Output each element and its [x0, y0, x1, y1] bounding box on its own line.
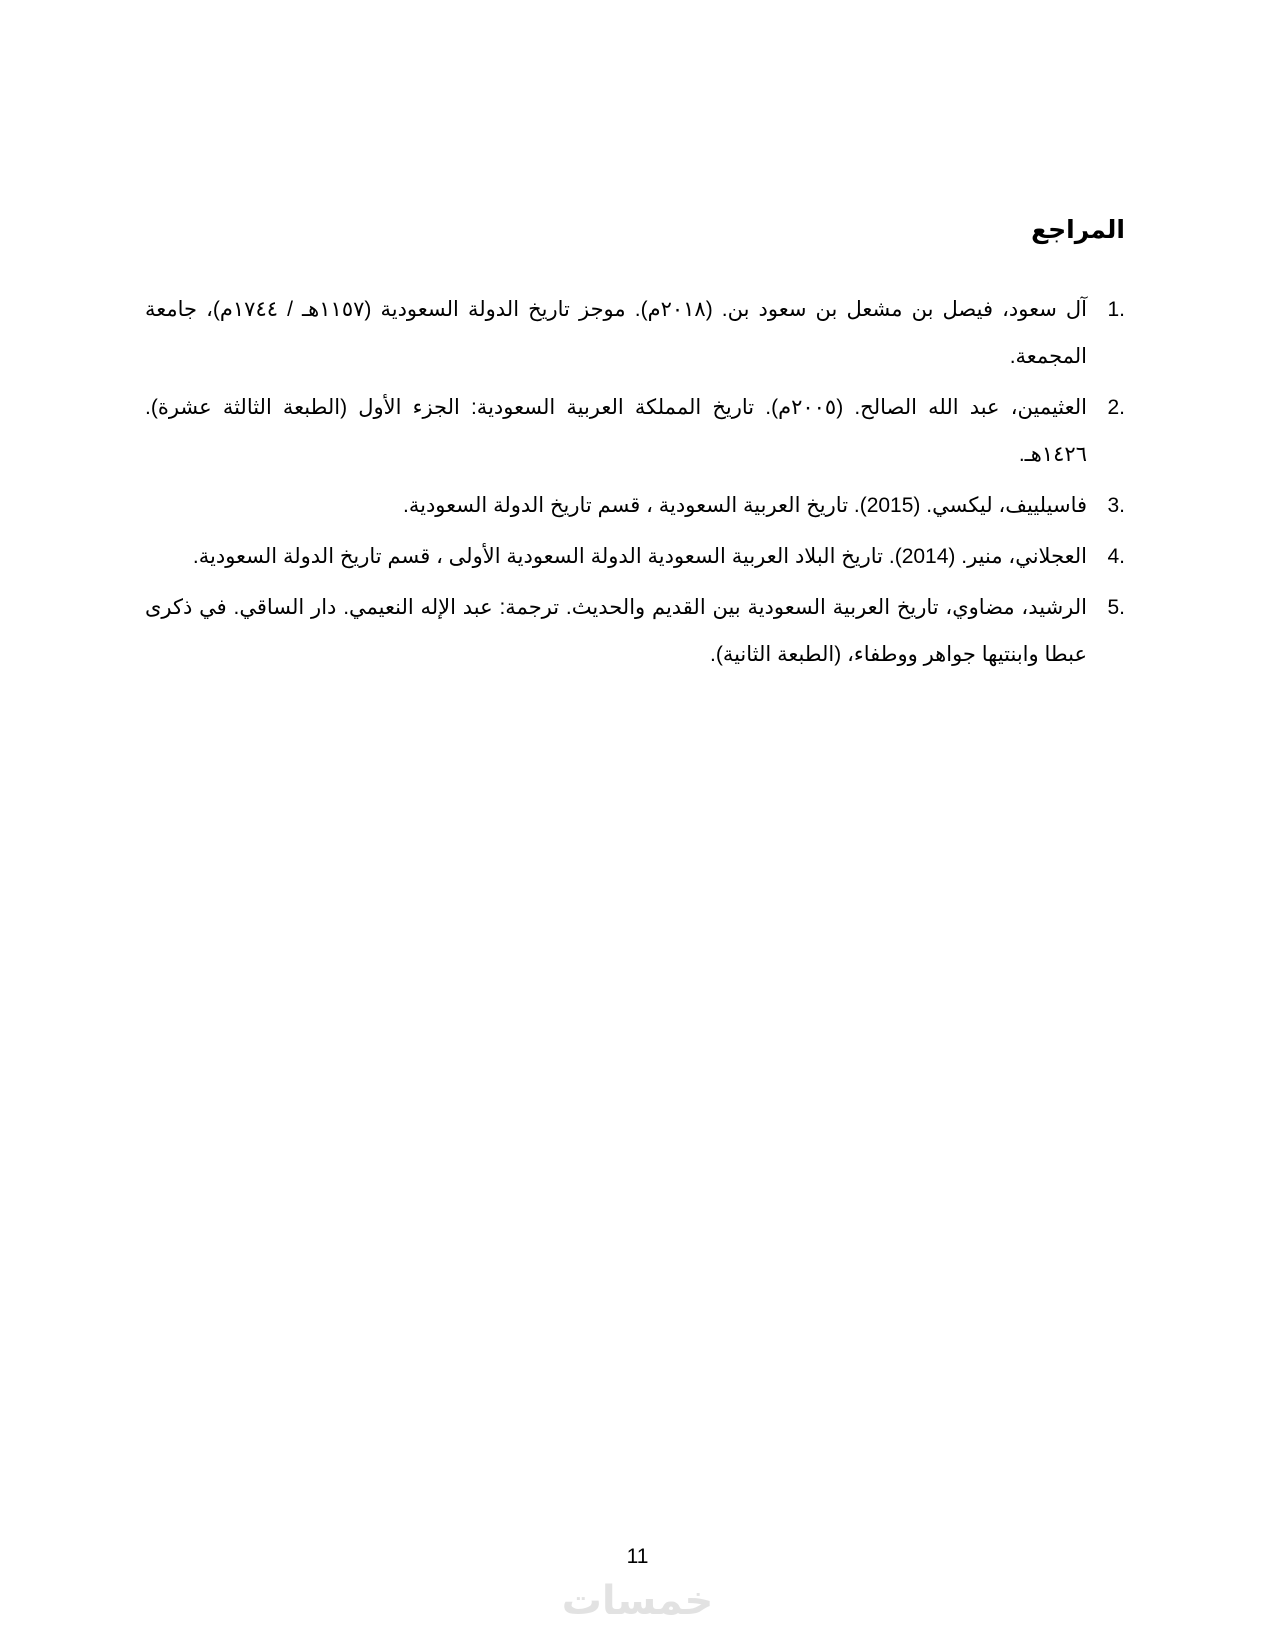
- reference-number: 2.: [1107, 396, 1125, 419]
- reference-number: 4.: [1107, 545, 1125, 568]
- reference-item: [145, 533, 1125, 580]
- reference-text: آل سعود، فيصل بن مشعل بن سعود بن. (٢٠١٨م). موجز تاريخ الدولة السعودية (١١٥٧هـ / ١٧٤٤م)، جامعة المجمعة.: [145, 298, 1087, 368]
- watermark-logo: خمسات: [561, 1579, 714, 1623]
- reference-number: 1.: [1107, 298, 1125, 321]
- reference-number: 5.: [1107, 596, 1125, 619]
- reference-number: 3.: [1107, 494, 1125, 517]
- reference-text: العجلاني، منير. (2014). تاريخ البلاد العربية السعودية الدولة السعودية الأولى ، قسم تاريخ الدولة السعودية.: [192, 545, 1087, 568]
- reference-item: [145, 286, 1125, 380]
- references-list: [145, 286, 1125, 682]
- references-heading: المراجع: [1031, 216, 1125, 244]
- reference-text: فاسيلييف، ليكسي. (2015). تاريخ العربية السعودية ، قسم تاريخ الدولة السعودية.: [403, 494, 1087, 517]
- reference-item: [145, 584, 1125, 678]
- reference-text: العثيمين، عبد الله الصالح. (٢٠٠٥م). تاريخ المملكة العربية السعودية: الجزء الأول (الطبعة الثالثة عشرة). ١٤٢٦هـ.: [145, 396, 1088, 466]
- reference-item: [145, 482, 1125, 529]
- reference-text: الرشيد، مضاوي، تاريخ العربية السعودية بين القديم والحديث. ترجمة: عبد الإله النعيمي. دار الساقي. في ذكرى عبطا وابنتيها جواهر ووطفاء، (الطبعة الثانية).: [145, 596, 1087, 666]
- page-number: 11: [626, 1545, 649, 1568]
- reference-item: [145, 384, 1125, 478]
